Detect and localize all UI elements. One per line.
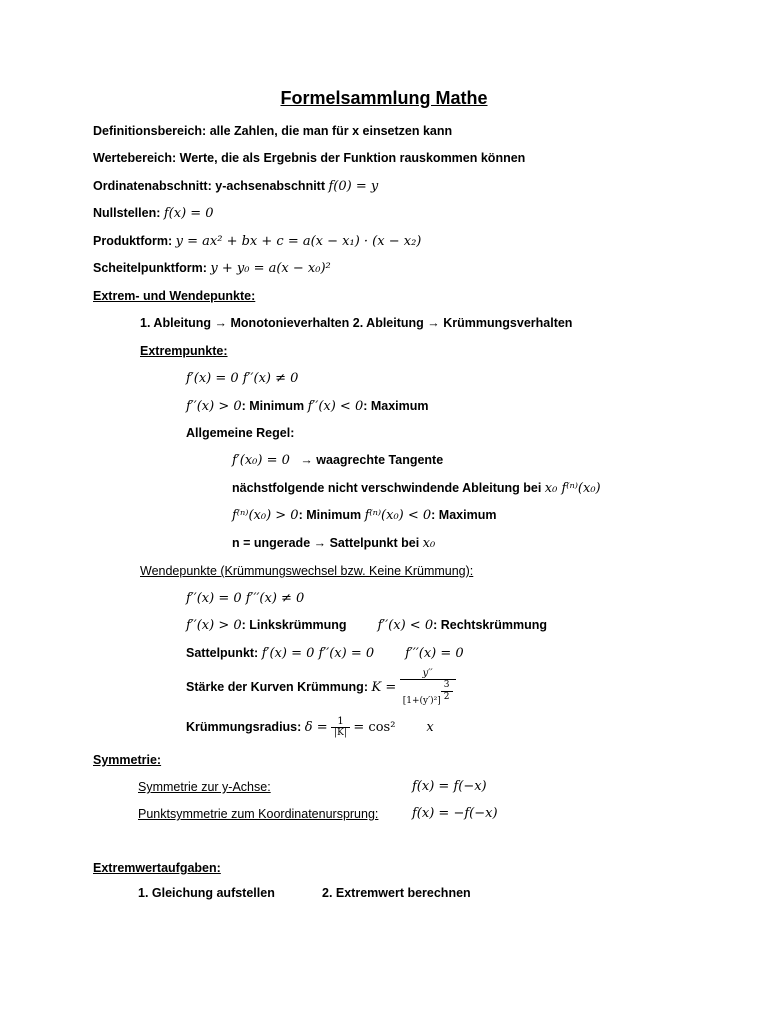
allgemeine-regel: Allgemeine Regel: xyxy=(186,426,295,440)
staerke-lhs: K = xyxy=(371,679,397,695)
symmetrie-heading: Symmetrie: xyxy=(93,753,162,767)
min-formula: f′′(x) > 0 xyxy=(186,399,242,414)
sattelpunkt-line xyxy=(186,645,464,662)
wertebereich-text: Werte, die als Ergebnis der Funktion rauskommen können xyxy=(179,151,526,165)
scheitelpunktform-formula: y + y₀ = a(x − x₀)² xyxy=(210,261,331,276)
links-formula: f′′(x) > 0 xyxy=(186,618,242,633)
tangente-formula: f′(x₀) = 0 xyxy=(232,453,290,468)
kruemmung-line xyxy=(186,617,547,634)
nullstellen-line xyxy=(93,205,214,222)
staerke-numerator: y′′ xyxy=(400,668,456,680)
staerke-label: Stärke der Kurven Krümmung: xyxy=(186,679,368,694)
radius-var: x xyxy=(426,720,434,735)
staerke-line xyxy=(186,668,456,707)
wendepunkte-condition xyxy=(186,590,304,607)
produktform-line xyxy=(93,233,421,250)
page-title: Formelsammlung Mathe xyxy=(280,88,488,108)
staerke-exp-num: 3 xyxy=(441,680,453,692)
rechts-formula: f′′(x) < 0 xyxy=(377,618,434,633)
radius-lhs: δ = xyxy=(304,720,328,735)
wendepunkte-heading: Wendepunkte (Krümmungswechsel bzw. Keine Krümmung): xyxy=(140,564,474,578)
wertebereich-label: Wertebereich: xyxy=(93,151,177,165)
extremwert-step-1: 1. Gleichung aufstellen xyxy=(138,886,275,900)
min-max-line xyxy=(186,398,429,415)
ableitungen-line: 1. Ableitung → Monotonieverhalten 2. Ableitung → Krümmungsverhalten xyxy=(140,316,573,330)
definitionsbereich-line xyxy=(93,123,452,139)
max-label: : Maximum xyxy=(363,399,429,413)
produktform-label: Produktform: xyxy=(93,234,173,248)
radius-denominator: |K| xyxy=(334,728,347,739)
definitionsbereich-label: Definitionsbereich: xyxy=(93,124,207,138)
radius-label: Krümmungsradius: xyxy=(186,720,302,734)
wertebereich-line xyxy=(93,150,525,166)
tangente-line xyxy=(232,452,443,469)
y-achse-formula: f(x) = f(−x) xyxy=(412,779,487,794)
n-max-label: : Maximum xyxy=(431,508,497,522)
staerke-exponent xyxy=(441,680,453,703)
naechst-line xyxy=(232,480,601,497)
extrempunkte-heading: Extrempunkte: xyxy=(140,344,228,358)
definitionsbereich-text: alle Zahlen, die man für x einsetzen kann xyxy=(209,124,453,138)
radius-line xyxy=(186,710,434,745)
links-label: : Linkskrümmung xyxy=(241,618,347,632)
extremwert-heading: Extremwertaufgaben: xyxy=(93,861,221,875)
staerke-den-base: [1+(y′)²] xyxy=(402,696,441,706)
ungerade-formula: x₀ xyxy=(422,536,436,551)
naechst-formula: x₀ f⁽ⁿ⁾(x₀) xyxy=(544,481,601,496)
ordinatenabschnitt-formula: f(0) = y xyxy=(328,179,379,194)
sattelpunkt-formula-2: f′′′(x) = 0 xyxy=(405,646,464,661)
ungerade-label: n = ungerade → Sattelpunkt bei xyxy=(232,536,420,550)
min-label: : Minimum xyxy=(241,399,305,413)
punktsymmetrie-label: Punktsymmetrie zum Koordinatenursprung: xyxy=(138,807,379,821)
radius-rhs: = cos² xyxy=(353,720,396,735)
scheitelpunktform-label: Scheitelpunktform: xyxy=(93,261,207,275)
sattelpunkt-label: Sattelpunkt: xyxy=(186,646,259,660)
sattelpunkt-formula-1: f′(x) = 0 f′′(x) = 0 xyxy=(261,646,375,661)
staerke-denominator xyxy=(400,680,456,707)
produktform-formula: y = ax² + bx + c = a(x − x₁) · (x − x₂) xyxy=(175,234,422,249)
n-min-label: : Minimum xyxy=(298,508,362,522)
scheitelpunktform-line xyxy=(93,260,331,277)
extrem-wende-heading: Extrem- und Wendepunkte: xyxy=(93,289,256,303)
ordinatenabschnitt-label: Ordinatenabschnitt: xyxy=(93,179,212,193)
ungerade-line xyxy=(232,535,435,552)
n-min-formula: f⁽ⁿ⁾(x₀) > 0 xyxy=(232,508,299,523)
wendepunkte-cond-formula: f′′(x) = 0 f′′′(x) ≠ 0 xyxy=(186,591,305,606)
extremwert-step-2: 2. Extremwert berechnen xyxy=(322,886,471,900)
nullstellen-label: Nullstellen: xyxy=(93,206,161,220)
radius-fraction xyxy=(331,716,350,739)
n-min-max-line xyxy=(232,507,496,524)
staerke-fraction xyxy=(400,668,456,707)
extrempunkte-cond-formula: f′(x) = 0 f′′(x) ≠ 0 xyxy=(186,371,299,386)
naechst-label: nächstfolgende nicht verschwindende Ableitung bei xyxy=(232,481,542,495)
extrempunkte-condition xyxy=(186,370,298,387)
nullstellen-formula: f(x) = 0 xyxy=(163,206,214,221)
ordinatenabschnitt-line xyxy=(93,178,378,195)
ordinatenabschnitt-text: y-achsenabschnitt xyxy=(215,179,326,193)
staerke-exp-den: 2 xyxy=(443,692,450,702)
max-formula: f′′(x) < 0 xyxy=(307,399,364,414)
rechts-label: : Rechtskrümmung xyxy=(433,618,547,632)
n-max-formula: f⁽ⁿ⁾(x₀) < 0 xyxy=(364,508,432,523)
punktsymmetrie-formula: f(x) = −f(−x) xyxy=(412,806,498,821)
y-achse-label: Symmetrie zur y-Achse: xyxy=(138,780,271,794)
radius-numerator: 1 xyxy=(331,716,350,728)
tangente-label: → waagrechte Tangente xyxy=(300,453,444,467)
